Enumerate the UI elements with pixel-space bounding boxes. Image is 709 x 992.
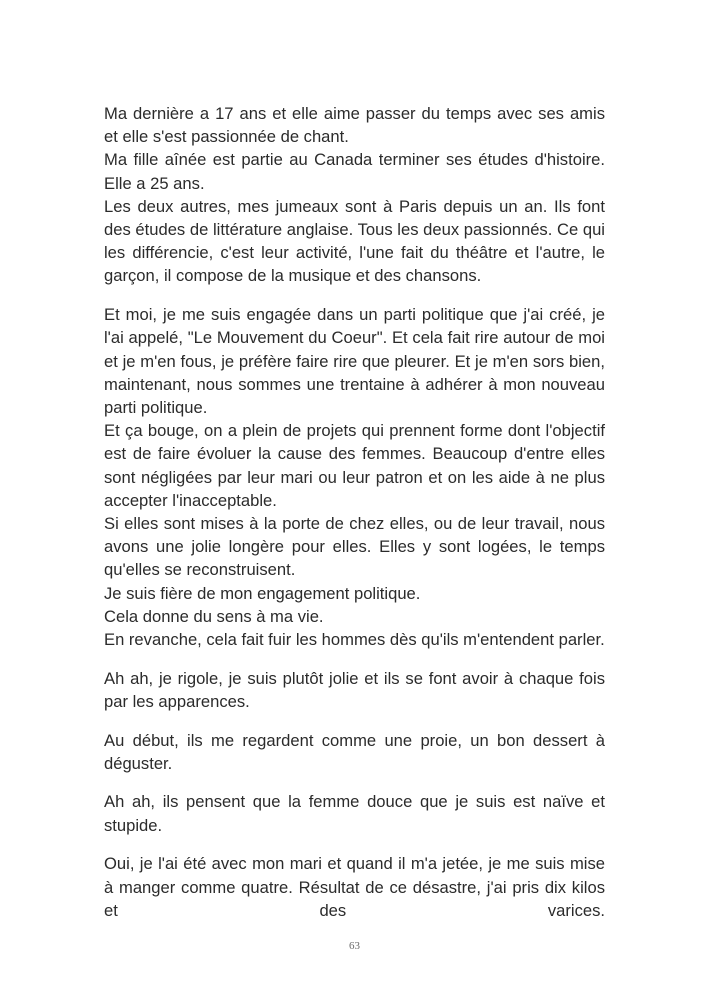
paragraph-family [104, 102, 605, 288]
text-line: Oui, je l'ai été avec mon mari et quand il m'a jetée, je me suis mise à manger comme quatre. Résultat de ce désastre, j'ai pris dix kilos et des varices. [104, 854, 605, 920]
text-line: Ah ah, ils pensent que la femme douce que je suis est naïve et stupide. [104, 792, 605, 835]
page-number: 63 [349, 940, 360, 952]
text-line: Ma fille aînée est partie au Canada terminer ses études d'histoire. Elle a 25 ans. [104, 150, 605, 193]
text-line: Je suis fière de mon engagement politique. [104, 583, 421, 603]
text-line: Ah ah, je rigole, je suis plutôt jolie et ils se font avoir à chaque fois par les apparences. [104, 668, 605, 711]
text-line: Et moi, je me suis engagée dans un parti politique que j'ai créé, je l'ai appelé, "Le Mouvement du Coeur". Et cela fait rire autour de moi et je m'en fous, je préfère faire rire que pleurer. Et je m'en sors bien, maintenant, nous sommes une trentaine à adhérer à mon nouveau parti politique. [104, 305, 605, 417]
body-text [104, 102, 605, 938]
paragraph-naive [104, 790, 605, 836]
paragraph-prey [104, 729, 605, 775]
text-line: Si elles sont mises à la porte de chez elles, ou de leur travail, nous avons une jolie longère pour elles. Elles y sont logées, le temps qu'elles se reconstruisent. [104, 513, 605, 580]
text-line: Les deux autres, mes jumeaux sont à Paris depuis un an. Ils font des études de littérature anglaise. Tous les deux passionnés. Ce qui les différencie, c'est leur activité, l'une fait du théâtre et l'autre, le garçon, il compose de la musique et des chansons. [104, 196, 605, 286]
text-line: Cela donne du sens à ma vie. [104, 606, 324, 626]
text-line: Et ça bouge, on a plein de projets qui prennent forme dont l'objectif est de faire évoluer la cause des femmes. Beaucoup d'entre elles sont négligées par leur mari ou leur patron et on les aide à ne plus accepter l'inacceptable. [104, 421, 605, 510]
paragraph-husband [104, 852, 605, 922]
text-line: Ma dernière a 17 ans et elle aime passer du temps avec ses amis et elle s'est passionnée de chant. [104, 104, 605, 147]
paragraph-politics [104, 303, 605, 651]
paragraph-appearance [104, 667, 605, 713]
text-line: En revanche, cela fait fuir les hommes dès qu'ils m'entendent parler. [104, 629, 605, 649]
text-line: Au début, ils me regardent comme une proie, un bon dessert à déguster. [104, 730, 605, 773]
